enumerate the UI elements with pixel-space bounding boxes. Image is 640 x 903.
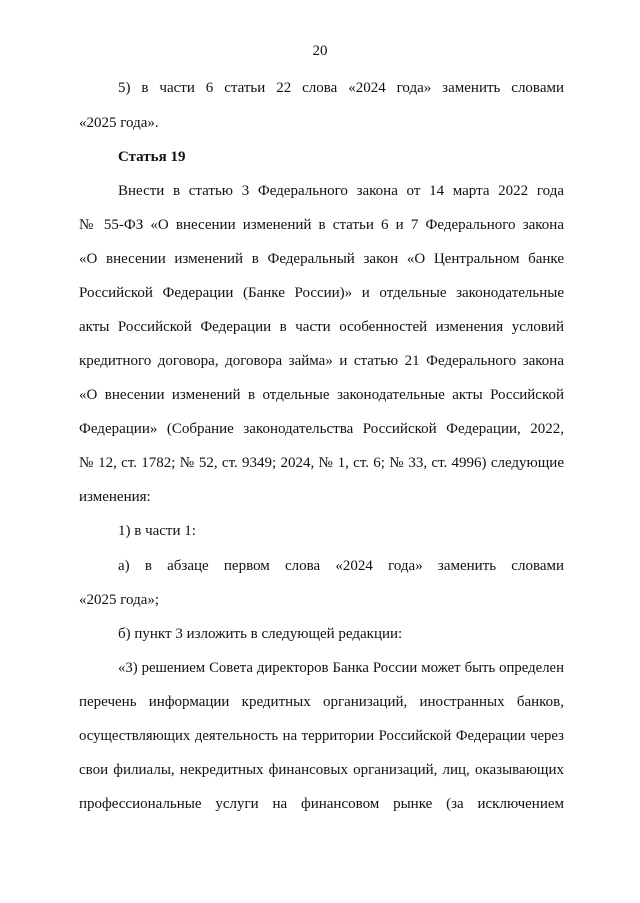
text-line: а) в абзаце первом слова «2024 года» заменить словами (118, 558, 564, 574)
text-line: профессиональные услуги на финансовом рынке (за исключением (79, 796, 564, 812)
article-heading: Статья 19 (118, 149, 186, 165)
text-line: «О внесении изменений в Федеральный закон «О Центральном банке (79, 251, 564, 267)
text-line: № 55-ФЗ «О внесении изменений в статьи 6 и 7 Федерального закона (79, 217, 564, 233)
text-line: 1) в части 1: (118, 523, 196, 539)
text-line: акты Российской Федерации в части особенностей изменения условий (79, 319, 564, 335)
text-line: «2025 года»; (79, 592, 160, 608)
text-line: б) пункт 3 изложить в следующей редакции: (118, 626, 403, 642)
text-line: перечень информации кредитных организаций, иностранных банков, (79, 694, 564, 710)
page-number: 20 (312, 43, 328, 59)
text-line: кредитного договора, договора займа» и статью 21 Федерального закона (79, 353, 564, 369)
text-line: 5) в части 6 статьи 22 слова «2024 года» заменить словами (118, 80, 564, 96)
text-line: «2025 года». (79, 115, 159, 131)
text-line: изменения: (79, 489, 151, 505)
text-line: «О внесении изменений в отдельные законодательные акты Российской (79, 387, 564, 403)
text-line: осуществляющих деятельность на территории Российской Федерации через (79, 728, 564, 744)
text-line: свои филиалы, некредитных финансовых организаций, лиц, оказывающих (79, 762, 564, 778)
text-line: Российской Федерации (Банке России)» и отдельные законодательные (79, 285, 564, 301)
text-line: Федерации» (Собрание законодательства Российской Федерации, 2022, (79, 421, 564, 437)
text-line: Внести в статью 3 Федерального закона от 14 марта 2022 года (118, 183, 564, 199)
text-line: «3) решением Совета директоров Банка России может быть определен (118, 660, 564, 676)
text-line: № 12, ст. 1782; № 52, ст. 9349; 2024, № 1, ст. 6; № 33, ст. 4996) следующие (79, 455, 564, 471)
